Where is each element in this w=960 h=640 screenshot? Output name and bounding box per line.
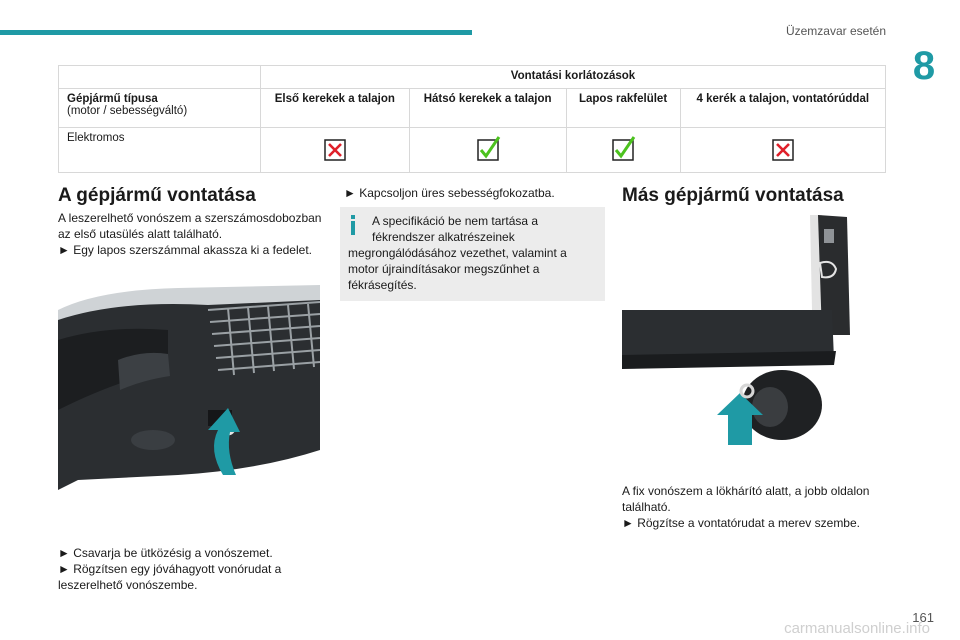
warning-note [340,207,605,301]
column-header: Első kerekek a talajon [261,89,410,128]
rear-tow-eye-illustration [622,215,886,455]
header-accent-bar [0,30,472,35]
not-allowed-icon [324,139,346,161]
not-allowed-icon [772,139,794,161]
allowed-icon [612,139,634,161]
info-icon [348,215,358,235]
column-towing-own [58,185,323,258]
column-header: Lapos rakfelület [566,89,680,128]
step-neutral-gear: ► Kapcsoljon üres sebességfokozatba. [344,186,555,200]
note-text-rest: megrongálódásához vezethet, valamint a motor újraindításakor megszűnhet a fékrásegítés. [348,246,567,292]
page-number: 161 [912,610,934,625]
vehicle-type-sublabel: (motor / sebességváltó) [67,105,188,117]
table-row-header [59,89,261,128]
table-group-header: Vontatási korlátozások [261,66,886,89]
note-text-first: A specifikáció be nem tartása a fékrendszer alkatrészeinek [372,214,539,244]
column-header: Hátsó kerekek a talajon [409,89,566,128]
heading-towing-other: Más gépjármű vontatása [622,185,844,206]
step-attach-bar: ► Rögzítsen egy jóváhagyott vonórudat a leszerelhető vonószembe. [58,562,282,592]
heading-towing-own: A gépjármű vontatása [58,185,256,206]
step-screw-eye: ► Csavarja be ütközésig a vonószemet. [58,546,273,560]
front-bumper-illustration [58,280,320,490]
column-towing-other [622,185,887,210]
step-unhook-cover: ► Egy lapos szerszámmal akassza ki a fedelet. [58,243,312,257]
table-row [59,128,886,173]
towing-limits-table [58,65,886,173]
vehicle-type-label: Gépjármű típusa [67,93,158,105]
column-towing-other-text [622,483,887,531]
front-bumper-photo [58,280,320,490]
column-towing-own-steps [58,545,323,593]
section-title: Üzemzavar esetén [785,24,886,38]
row-label: Elektromos [59,128,261,173]
rear-tow-eye-photo [622,215,886,455]
column-neutral [340,185,605,301]
table-corner-cell [59,66,261,89]
column-header: 4 kerék a talajon, vontatórúddal [680,89,885,128]
fixed-eye-location: A fix vonószem a lökhárító alatt, a jobb oldalon található. [622,484,870,514]
towing-eye-location: A leszerelhető vonószem a szerszámosdobozban az első utasülés alatt található. [58,211,322,241]
watermark: carmanualsonline.info [784,620,930,637]
step-attach-rigid: ► Rögzítse a vontatórudat a merev szembe. [622,516,860,530]
allowed-icon [477,139,499,161]
chapter-number: 8 [912,44,936,88]
